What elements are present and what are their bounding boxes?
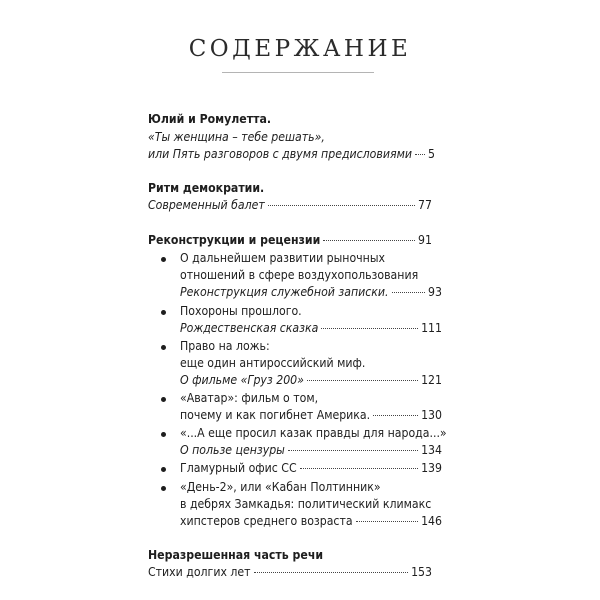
page-number: 77 [418, 198, 432, 212]
page-number: 93 [428, 285, 442, 299]
page-number: 130 [421, 408, 442, 422]
bullet-icon [161, 345, 166, 350]
toc-item-line: О фильме «Груз 200» [180, 373, 304, 387]
page-number: 111 [421, 321, 442, 335]
bullet-icon [161, 257, 166, 262]
toc-entry-rekonstruktsii[interactable] [148, 232, 432, 249]
toc-item-glamurny[interactable] [180, 460, 442, 477]
toc-heading-ritm: Ритм демократии. [148, 181, 265, 195]
toc-entry-ritm[interactable] [148, 197, 432, 214]
toc-subtitle-line: «Ты женщина – тебе решать», [148, 130, 325, 144]
page-number: 139 [421, 461, 442, 475]
dot-leader [307, 380, 418, 381]
toc-item-line: «...А еще просил казак правды для народа...» [180, 426, 447, 440]
dot-leader [288, 450, 418, 451]
toc-heading-nerazreshennaya: Неразрешенная часть речи [148, 548, 324, 562]
toc-item-kazak[interactable] [180, 442, 442, 459]
page-number: 121 [421, 373, 442, 387]
toc-entry-nerazreshennaya[interactable] [148, 564, 432, 581]
toc-item-line: Реконструкция служебной записки. [180, 285, 389, 299]
toc-subtitle-line: Стихи долгих лет [148, 565, 251, 579]
toc-item-pravo[interactable] [180, 372, 442, 389]
dot-leader [323, 240, 415, 241]
toc-item-line: Рождественская сказка [180, 321, 319, 335]
toc-entry-yuliy[interactable] [148, 146, 435, 163]
page-number: 153 [411, 565, 432, 579]
toc-item-line: Похороны прошлого. [180, 304, 302, 318]
toc-item-pokhorony[interactable] [180, 320, 442, 337]
bullet-icon [161, 486, 166, 491]
dot-leader [415, 154, 425, 155]
toc-item-vozdukh[interactable] [180, 284, 442, 301]
bullet-icon [161, 310, 166, 315]
dot-leader [373, 415, 418, 416]
dot-leader [356, 521, 419, 522]
dot-leader [392, 292, 426, 293]
page-number: 134 [421, 443, 442, 457]
page-number: 91 [418, 233, 432, 247]
toc-heading-yuliy: Юлий и Ромулетта. [148, 112, 272, 126]
page-number: 5 [427, 147, 435, 161]
dot-leader [321, 328, 418, 329]
toc-item-avatar[interactable] [180, 407, 442, 424]
toc-item-line: Право на ложь: [180, 339, 270, 353]
toc-heading-rekonstruktsii: Реконструкции и рецензии [148, 233, 321, 247]
toc-item-line: О пользе цензуры [180, 443, 285, 457]
toc-item-line: отношений в сфере воздухопользования [180, 268, 419, 282]
page-number: 146 [421, 514, 442, 528]
toc-item-line: в дебрях Замкадья: политический климакс [180, 497, 432, 511]
toc-item-line: хипстеров среднего возраста [180, 514, 353, 528]
dot-leader [300, 468, 418, 469]
title-underline [222, 72, 374, 73]
dot-leader [254, 572, 409, 573]
toc-item-line: Гламурный офис СС [180, 461, 297, 475]
toc-item-line: О дальнейшем развитии рыночных [180, 251, 385, 265]
dot-leader [268, 205, 415, 206]
bullet-icon [161, 397, 166, 402]
bullet-icon [161, 467, 166, 472]
toc-item-line: «Аватар»: фильм о том, [180, 391, 319, 405]
toc-item-line: почему и как погибнет Америка. [180, 408, 371, 422]
toc-subtitle-line: или Пять разговоров с двумя предисловиями [148, 147, 412, 161]
toc-item-line: еще один антироссийский миф. [180, 356, 366, 370]
toc-subtitle-line: Современный балет [148, 198, 265, 212]
toc-item-den-2[interactable] [180, 513, 442, 530]
toc-item-line: «День-2», или «Кабан Полтинник» [180, 480, 381, 494]
bullet-icon [161, 432, 166, 437]
page-title: СОДЕРЖАНИЕ [188, 36, 412, 62]
